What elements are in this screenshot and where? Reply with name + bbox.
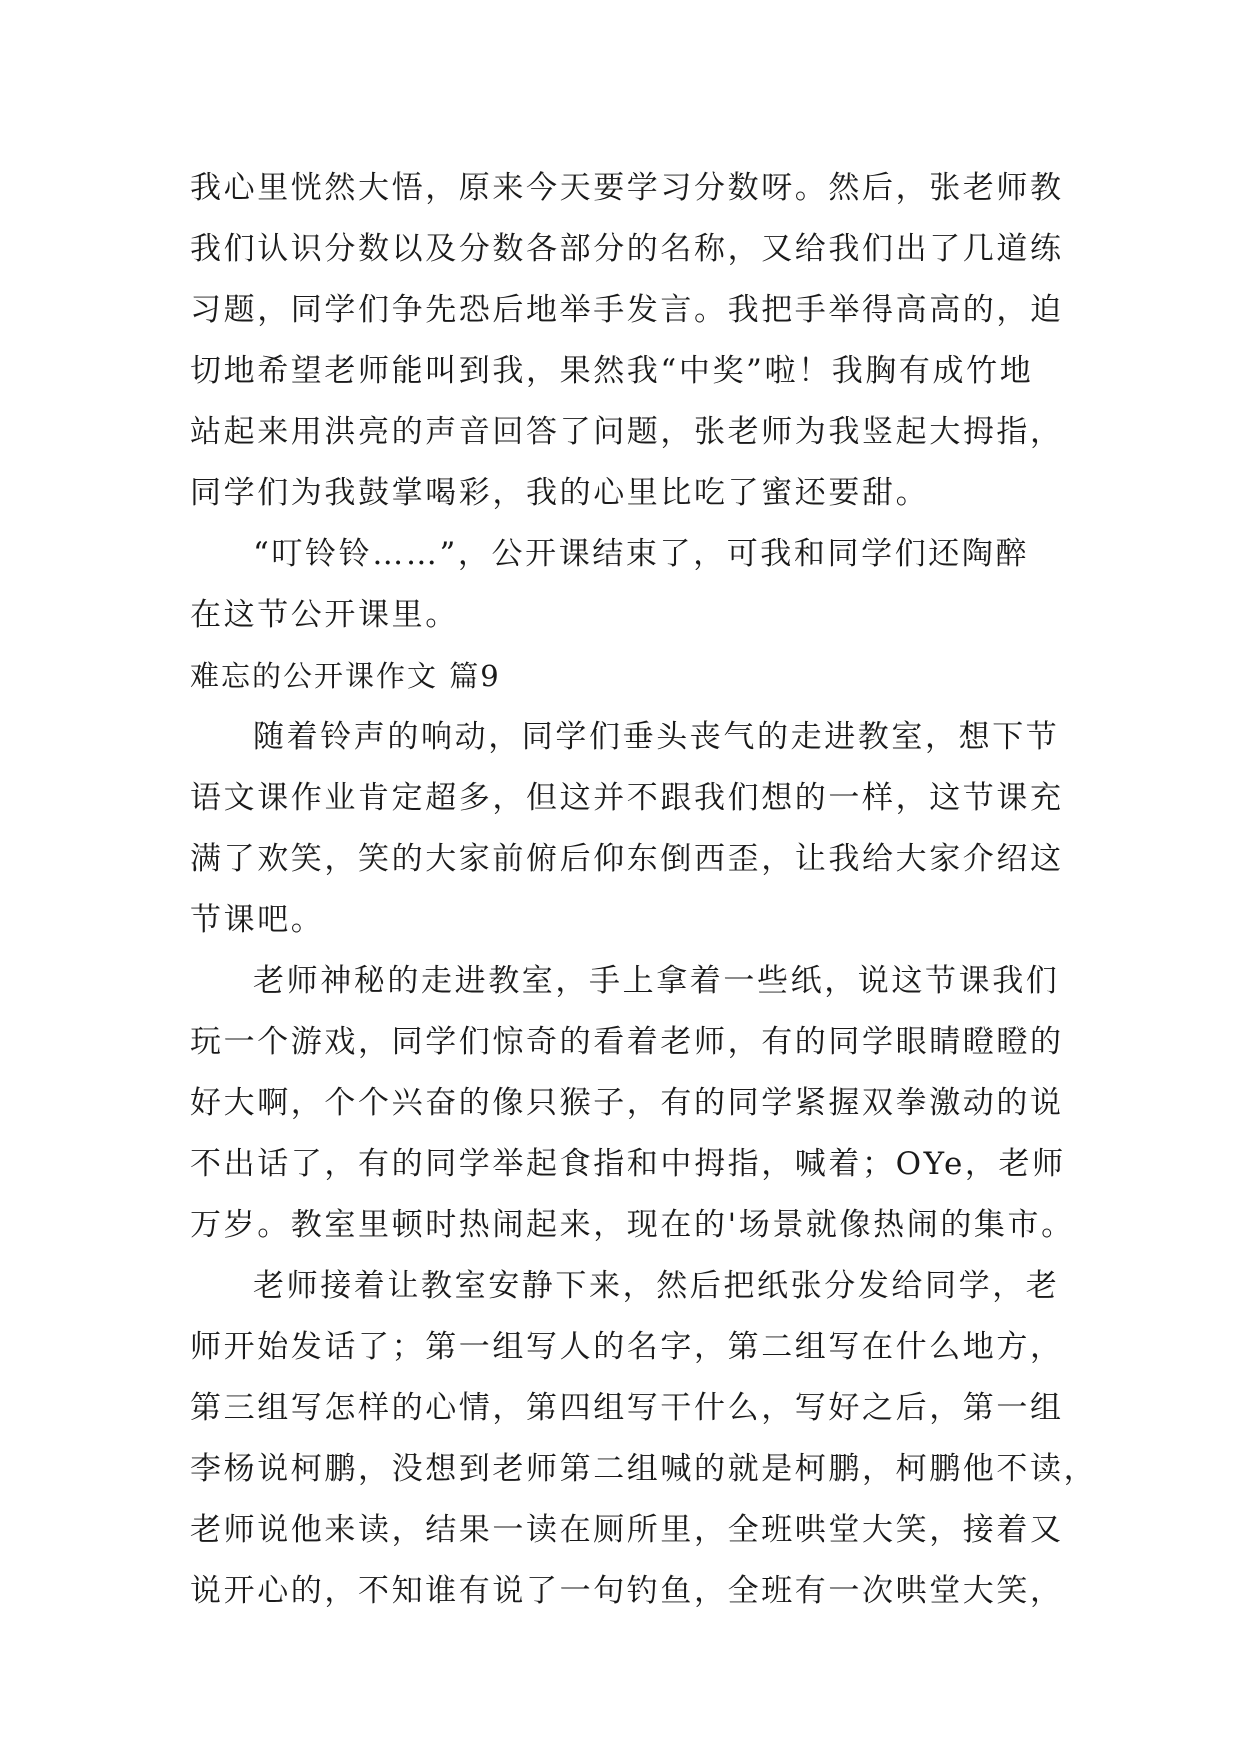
- text-line: 随着铃声的响动，同学们垂头丧气的走进教室，想下节: [253, 719, 1060, 755]
- text-line: 不出话了，有的同学举起食指和中拇指，喊着；OYe，老师: [190, 1146, 1066, 1182]
- text-line: 在这节公开课里。: [190, 597, 459, 633]
- text-line: 万岁。教室里顿时热闹起来，现在的'场景就像热闹的集市。: [190, 1207, 1075, 1243]
- text-line: 老师神秘的走进教室，手上拿着一些纸，说这节课我们: [253, 963, 1060, 999]
- text-line: 习题，同学们争先恐后地举手发言。我把手举得高高的，迫: [190, 292, 1064, 328]
- text-line: 节课吧。: [190, 902, 325, 938]
- text-line: 玩一个游戏，同学们惊奇的看着老师，有的同学眼睛瞪瞪的: [190, 1024, 1064, 1060]
- section-heading: 难忘的公开课作文 篇9: [190, 659, 501, 693]
- text-line: 说开心的，不知谁有说了一句钓鱼，全班有一次哄堂大笑，: [190, 1573, 1064, 1609]
- text-line: 切地希望老师能叫到我，果然我“中奖”啦！我胸有成竹地: [190, 353, 1034, 389]
- text-line: 好大啊，个个兴奋的像只猴子，有的同学紧握双拳激动的说: [190, 1085, 1064, 1121]
- text-line: 师开始发话了；第一组写人的名字，第二组写在什么地方，: [190, 1329, 1064, 1365]
- text-line: 老师接着让教室安静下来，然后把纸张分发给同学，老: [253, 1268, 1060, 1304]
- text-line: 李杨说柯鹏，没想到老师第二组喊的就是柯鹏，柯鹏他不读，: [190, 1451, 1098, 1487]
- text-line: 老师说他来读，结果一读在厕所里，全班哄堂大笑，接着又: [190, 1512, 1064, 1548]
- essay-text: [190, 158, 1098, 1622]
- text-line: 我心里恍然大悟，原来今天要学习分数呀。然后，张老师教: [190, 170, 1064, 206]
- text-line: 语文课作业肯定超多，但这并不跟我们想的一样，这节课充: [190, 780, 1064, 816]
- text-line: 第三组写怎样的心情，第四组写干什么，写好之后，第一组: [190, 1390, 1064, 1426]
- text-line: 满了欢笑，笑的大家前俯后仰东倒西歪，让我给大家介绍这: [190, 841, 1064, 877]
- text-line: “叮铃铃……”，公开课结束了，可我和同学们还陶醉: [253, 536, 1030, 572]
- text-line: 站起来用洪亮的声音回答了问题，张老师为我竖起大拇指，: [190, 414, 1064, 450]
- text-line: 同学们为我鼓掌喝彩，我的心里比吃了蜜还要甜。: [190, 475, 930, 511]
- text-line: 我们认识分数以及分数各部分的名称，又给我们出了几道练: [190, 231, 1064, 267]
